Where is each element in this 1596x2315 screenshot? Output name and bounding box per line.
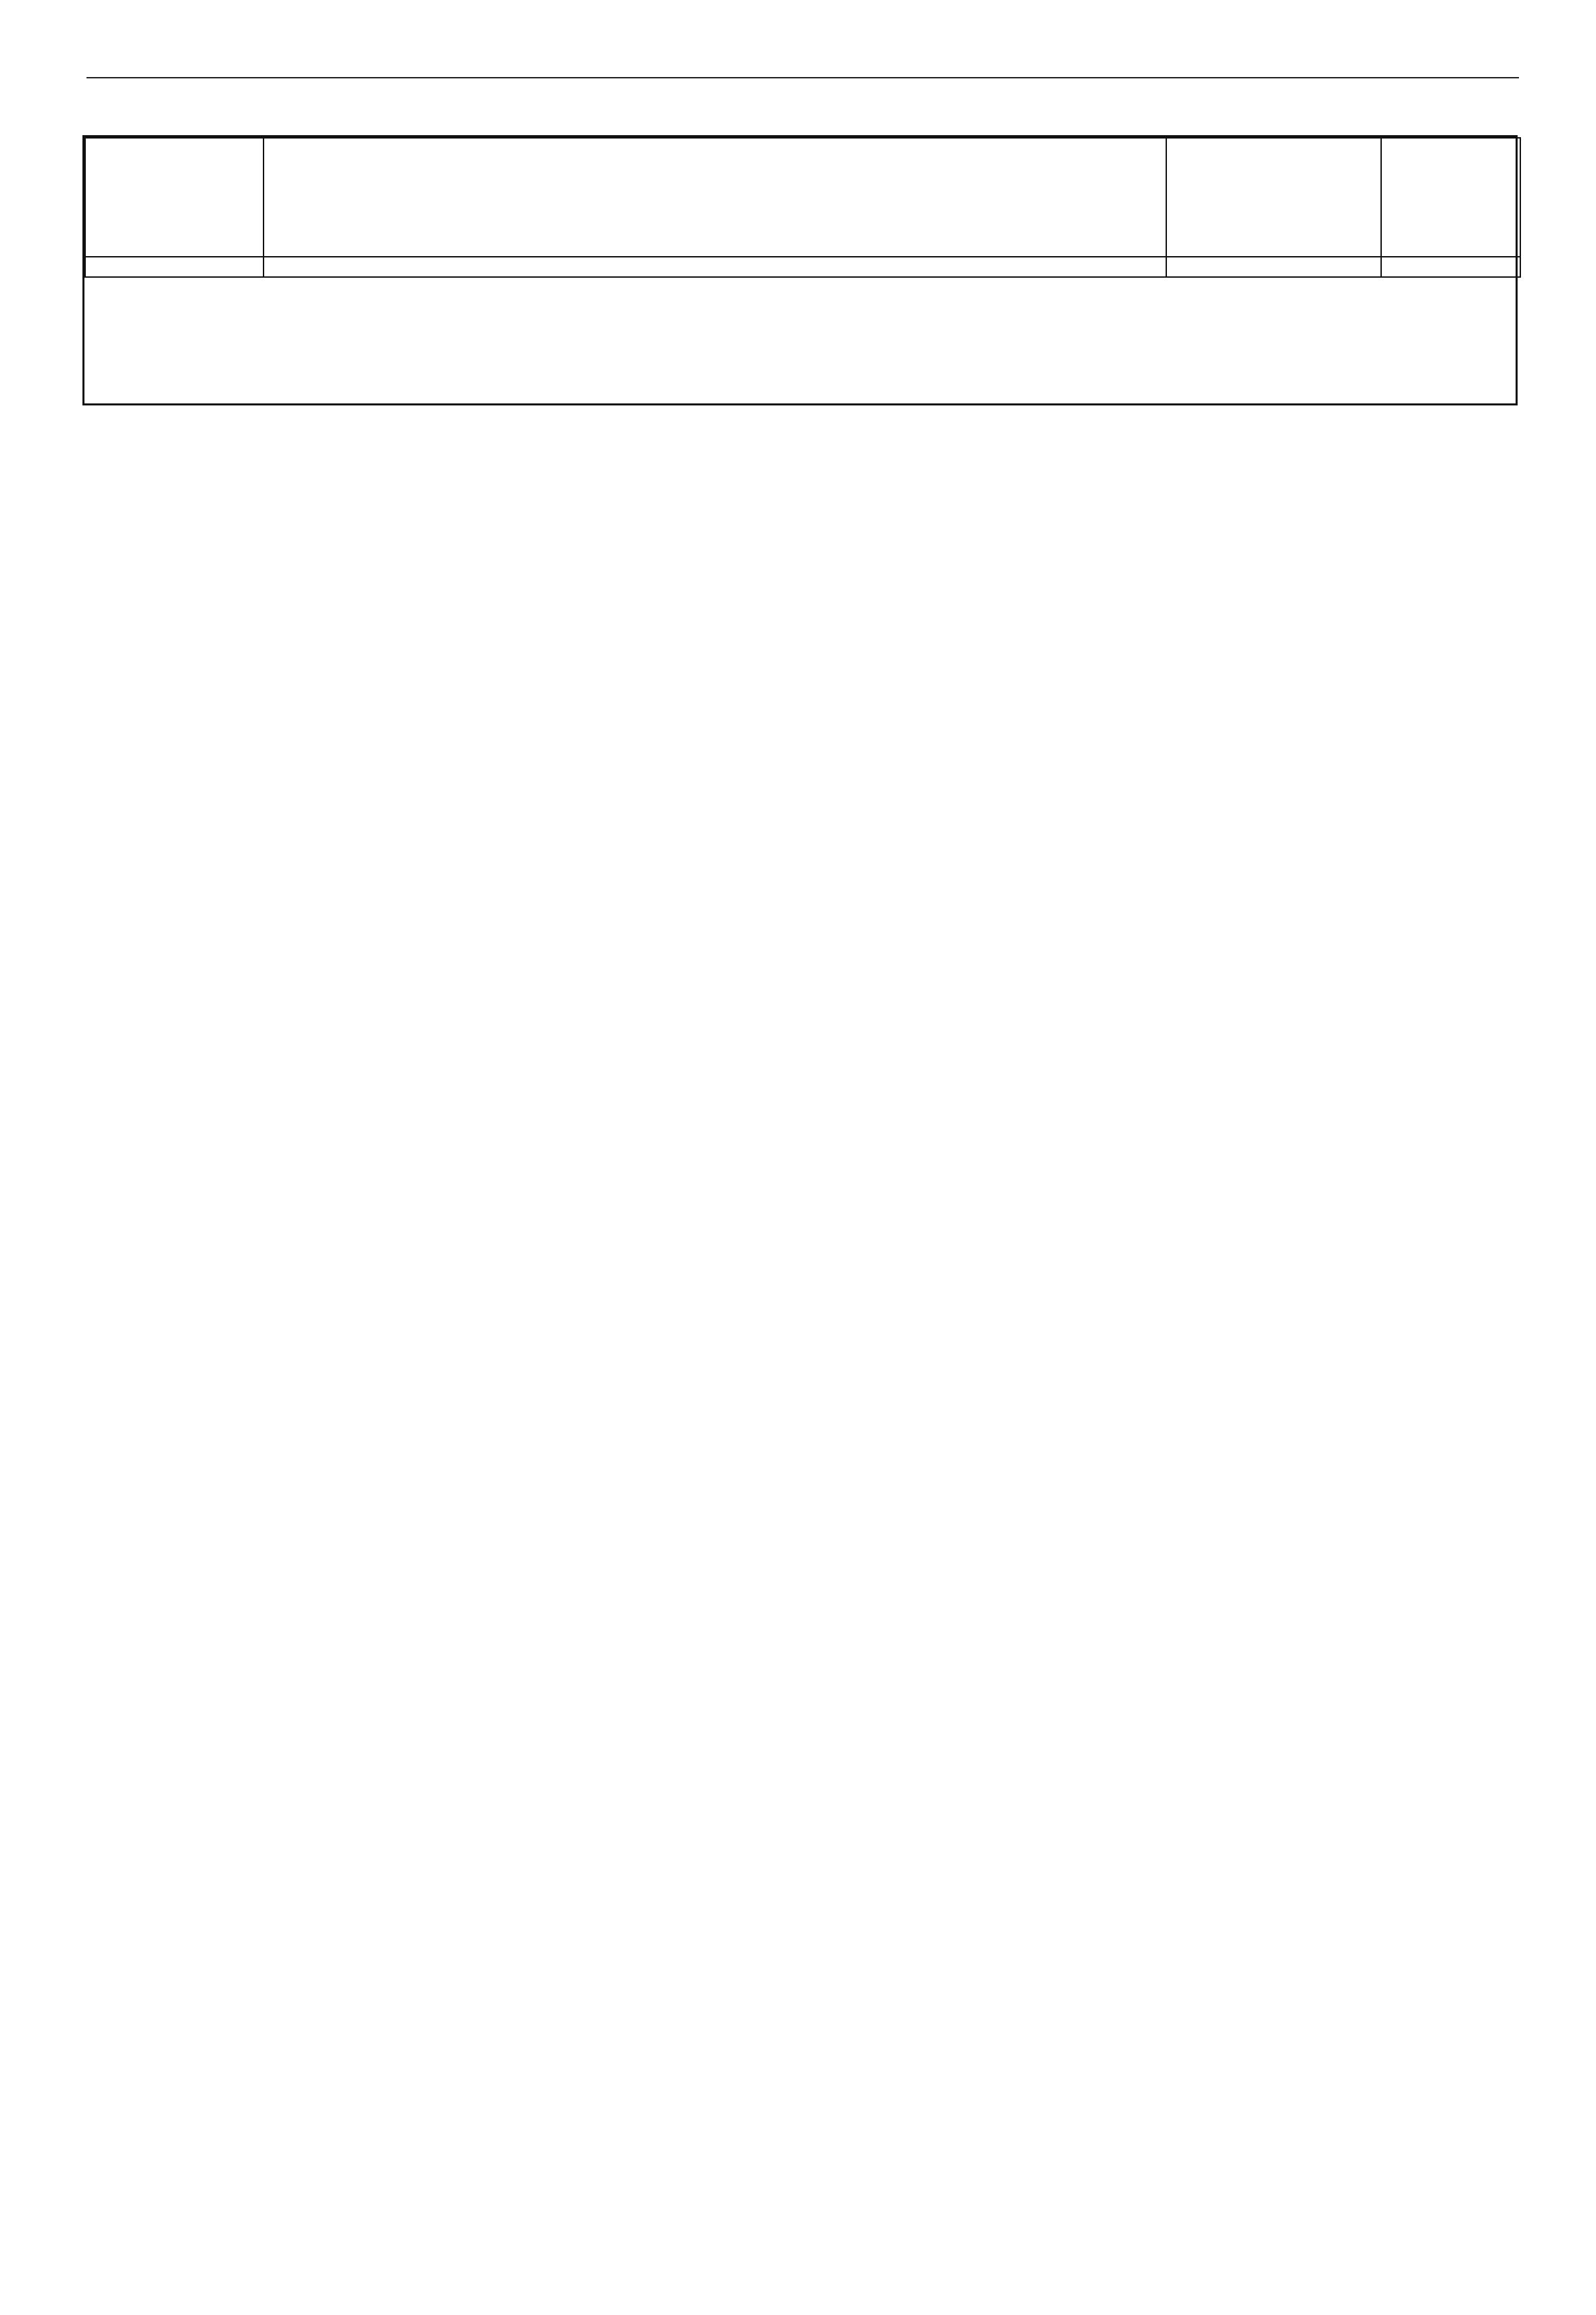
section-4-title <box>84 339 1516 403</box>
col-header-labor <box>1381 138 1520 257</box>
col-header-cost <box>1166 138 1381 257</box>
column-number-row <box>85 257 1520 277</box>
section-3-title <box>84 278 1516 339</box>
col-header-code <box>85 138 264 257</box>
col-number <box>1381 257 1520 277</box>
col-number <box>264 257 1166 277</box>
col-header-name <box>264 138 1166 257</box>
column-header-row <box>85 138 1520 257</box>
col-number <box>1166 257 1381 277</box>
col-number <box>85 257 264 277</box>
column-header-table <box>84 137 1521 278</box>
page-header <box>86 68 1519 78</box>
document-frame <box>82 135 1518 405</box>
